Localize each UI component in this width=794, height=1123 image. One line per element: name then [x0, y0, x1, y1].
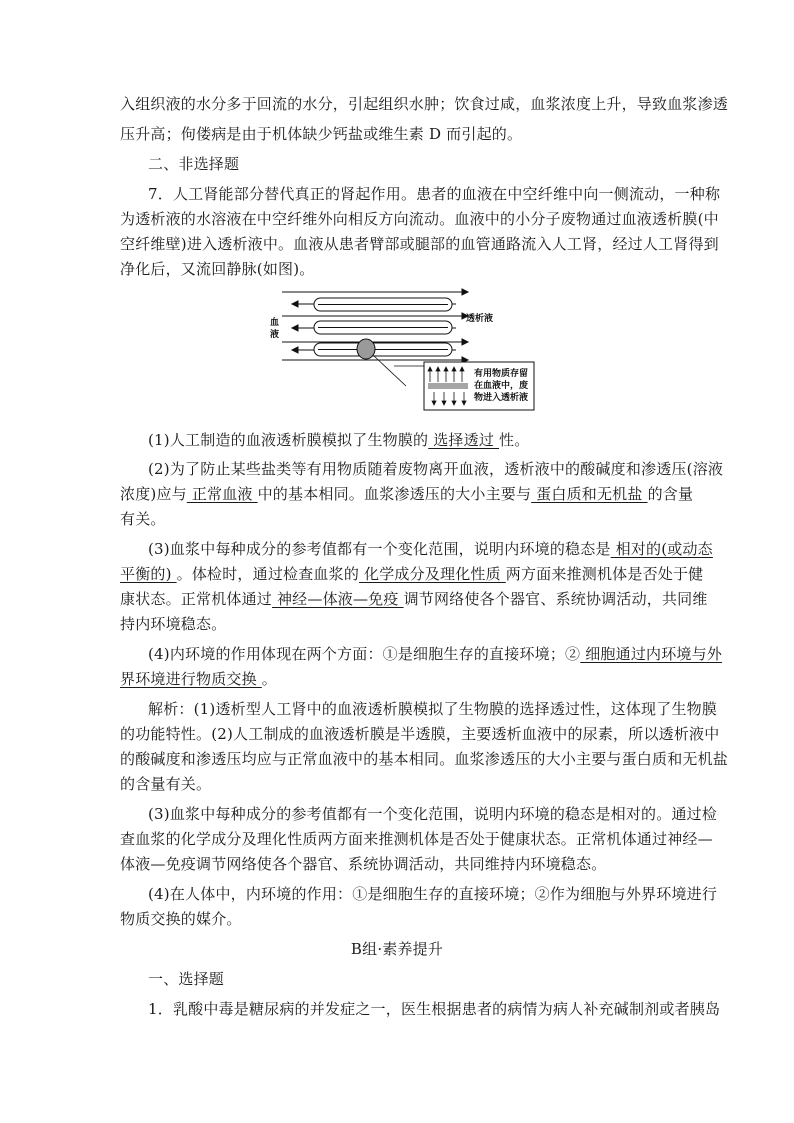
q7-line-3: 空纤维壁)进入透析液中。血液从患者臂部或腿部的血管通路流入人工肾，经过人工肾得到: [120, 235, 719, 253]
sub1-text: (1)人工制造的血液透析膜模拟了生物膜的: [148, 431, 429, 449]
dialysis-diagram-svg: [268, 288, 536, 412]
analysis-p1-line-1: 解析：(1)透析型人工肾中的血液透析膜模拟了生物膜的选择透过性，这体现了生物膜: [148, 700, 718, 718]
q7-line-1: 7．人工肾能部分替代真正的肾起作用。患者的血液在中空纤维中向一侧流动，一种称: [148, 185, 721, 203]
analysis-p2-line-2: 查血浆的化学成分及理化性质两方面来推测机体是否处于健康状态。正常机体通过神经—: [120, 830, 713, 848]
sub1-line: [148, 430, 708, 450]
top-para-line-1: 入组织液的水分多于回流的水分，引起组织水肿；饮食过咸，血浆浓度上升，导致血浆渗透: [120, 95, 729, 113]
sub2-line-2: [120, 484, 694, 504]
sub3-text-3: 调节网络使各个器官、系统协调活动，共同维: [403, 590, 708, 608]
analysis-p1-line-3: 的酸碱度和渗透压均应与正常血液中的基本相同。血浆渗透压的大小主要与蛋白质和无机盐: [120, 750, 729, 768]
analysis-p2-line-3: 体液—免疫调节网络使各个器官、系统协调活动，共同维持内环境稳态。: [120, 855, 607, 873]
sub3-answer-1b: 平衡的): [120, 565, 177, 583]
dialysate-label: 透析液: [466, 314, 494, 324]
sub4-line-1: [148, 644, 723, 664]
sub2-answer-2: 蛋白质和无机盐: [531, 485, 648, 503]
sub3-text: (3)血浆中每种成分的参考值都有一个变化范围，说明内环境的稳态是: [148, 540, 611, 558]
sub1-answer: 选择透过: [428, 431, 499, 449]
analysis-p3-line-1: (4)在人体中，内环境的作用：①是细胞生存的直接环境；②作为细胞与外界环境进行: [148, 885, 718, 903]
analysis-p1-line-4: 的含量有关。: [120, 775, 212, 793]
section-heading-nonchoice: 二、非选择题: [148, 155, 240, 173]
sub3-text-end: 两方面来推测机体是否处于健: [505, 565, 704, 583]
sub3-line-2: [120, 564, 704, 584]
sub3-answer-1a: 相对的(或动态: [610, 540, 713, 558]
top-para-line-2: 压升高；佝偻病是由于机体缺少钙盐或维生素 D 而引起的。: [120, 125, 523, 143]
q1-line-1: 1．乳酸中毒是糖尿病的并发症之一，医生根据患者的病情为病人补充碱制剂或者胰岛: [148, 1000, 721, 1018]
analysis-p3-line-2: 物质交换的媒介。: [120, 910, 242, 928]
sub3-line-3: [120, 589, 708, 609]
analysis-p1-line-2: 的功能特性。(2)人工制成的血液透析膜是半透膜，主要透析血液中的尿素，所以透析液中: [120, 725, 720, 743]
sub4-answer-b: 界环境进行物质交换: [120, 670, 262, 688]
analysis-p2-line-1: (3)血浆中每种成分的参考值都有一个变化范围，说明内环境的稳态是相对的。通过检: [148, 805, 718, 823]
sub3-answer-2: 化学成分及理化性质: [359, 565, 506, 583]
callout-text-2: 在血液中，废: [474, 381, 529, 391]
sub2-line-3: 有关。: [120, 510, 166, 528]
sub4-answer-a: 细胞通过内环境与外: [580, 645, 723, 663]
sub2-answer-1: 正常血液: [186, 485, 258, 503]
callout-text-3: 物进入透析液: [474, 393, 529, 403]
sub2-text-mid: 中的基本相同。血浆渗透压的大小主要与: [257, 485, 532, 503]
blood-label-1: 血: [270, 318, 280, 328]
sub4-text: (4)内环境的作用体现在两个方面：①是细胞生存的直接环境；②: [148, 645, 581, 663]
sub3-line-4: 持内环境稳态。: [120, 615, 227, 633]
group-b-heading: B组·素养提升: [350, 940, 444, 958]
callout-text-1: 有用物质存留: [474, 369, 529, 379]
blood-label-2: 液: [270, 330, 280, 340]
section-heading-choice: 一、选择题: [148, 970, 225, 988]
sub4-text-end: 。: [261, 670, 277, 688]
sub1-text-end: 性。: [499, 431, 530, 449]
sub2-text-end: 的含量: [647, 485, 694, 503]
sub2-line-1: (2)为了防止某些盐类等有用物质随着废物离开血液，透析液中的酸碱度和渗透压(溶液: [148, 460, 724, 478]
sub3-text-2: 康状态。正常机体通过: [120, 590, 273, 608]
sub3-answer-3: 神经—体液—免疫: [272, 590, 404, 608]
sub3-text-mid: 。体检时，通过检查血浆的: [176, 565, 360, 583]
magnified-region-marker: [357, 339, 375, 359]
sub4-line-2: [120, 669, 680, 689]
hollow-fibers: [314, 298, 452, 356]
sub2-text: 浓度)应与: [120, 485, 187, 503]
q7-line-2: 为透析液的水溶液在中空纤维外向相反方向流动。血液中的小分子废物通过血液透析膜(中: [120, 210, 719, 228]
sub3-line-1: [148, 539, 713, 559]
dialysis-diagram: [268, 288, 536, 412]
q7-line-4: 净化后，又流回静脉(如图)。: [120, 260, 315, 278]
